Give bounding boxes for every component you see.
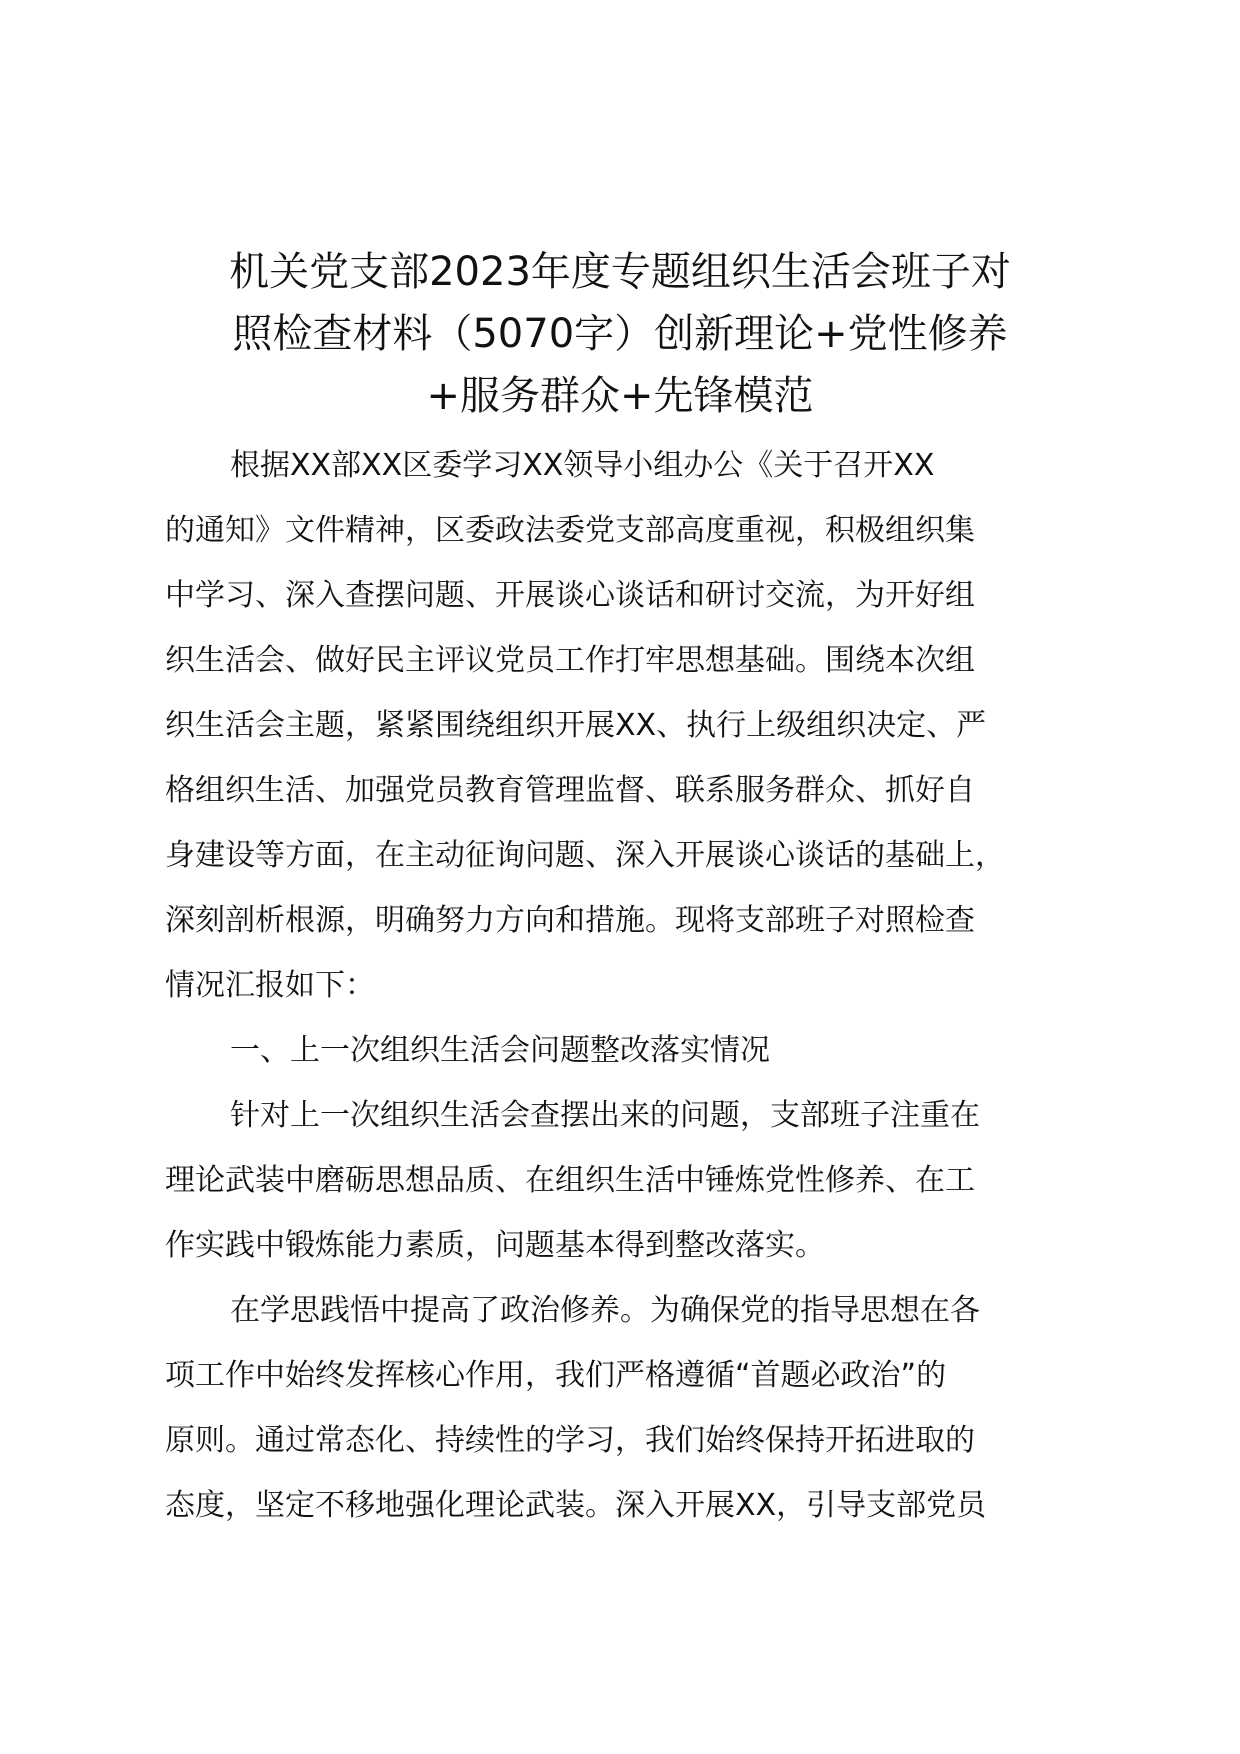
body-paragraph xyxy=(165,1083,1095,1278)
intro-paragraph xyxy=(165,433,1095,1018)
paragraph-line: 作实践中锻炼能力素质，问题基本得到整改落实。 xyxy=(165,1228,825,1263)
paragraph-line: 理论武装中磨砺思想品质、在组织生活中锤炼党性修养、在工 xyxy=(165,1163,975,1198)
paragraph-line: 身建设等方面，在主动征询问题、深入开展谈心谈话的基础上， xyxy=(165,838,1005,873)
paragraph-line: 织生活会主题，紧紧围绕组织开展XX、执行上级组织决定、严 xyxy=(165,708,987,743)
heading-line: 一、上一次组织生活会问题整改落实情况 xyxy=(230,1033,770,1068)
paragraph-line: 原则。通过常态化、持续性的学习，我们始终保持开拓进取的 xyxy=(165,1423,975,1458)
document-body xyxy=(165,433,1095,1538)
paragraph-line: 态度，坚定不移地强化理论武装。深入开展XX，引导支部党员 xyxy=(165,1488,987,1523)
section-heading xyxy=(165,1018,1095,1083)
document-title xyxy=(150,241,1090,427)
paragraph-line: 深刻剖析根源，明确努力方向和措施。现将支部班子对照检查 xyxy=(165,903,975,938)
title-line: 照检查材料（5070字）创新理论+党性修养 xyxy=(232,311,1008,357)
paragraph-line: 格组织生活、加强党员教育管理监督、联系服务群众、抓好自 xyxy=(165,773,975,808)
title-line: +服务群众+先锋模范 xyxy=(426,373,814,419)
paragraph-line: 在学思践悟中提高了政治修养。为确保党的指导思想在各 xyxy=(230,1293,980,1328)
body-paragraph xyxy=(165,1278,1095,1538)
paragraph-line: 项工作中始终发挥核心作用，我们严格遵循“首题必政治”的 xyxy=(165,1358,947,1393)
paragraph-line: 针对上一次组织生活会查摆出来的问题，支部班子注重在 xyxy=(230,1098,980,1133)
paragraph-line: 织生活会、做好民主评议党员工作打牢思想基础。围绕本次组 xyxy=(165,643,975,678)
title-line: 机关党支部2023年度专题组织生活会班子对 xyxy=(229,249,1011,295)
paragraph-line: 中学习、深入查摆问题、开展谈心谈话和研讨交流，为开好组 xyxy=(165,578,975,613)
paragraph-line: 根据XX部XX区委学习XX领导小组办公《关于召开XX xyxy=(230,448,935,483)
paragraph-line: 的通知》文件精神，区委政法委党支部高度重视，积极组织集 xyxy=(165,513,975,548)
paragraph-line: 情况汇报如下： xyxy=(165,968,375,1003)
